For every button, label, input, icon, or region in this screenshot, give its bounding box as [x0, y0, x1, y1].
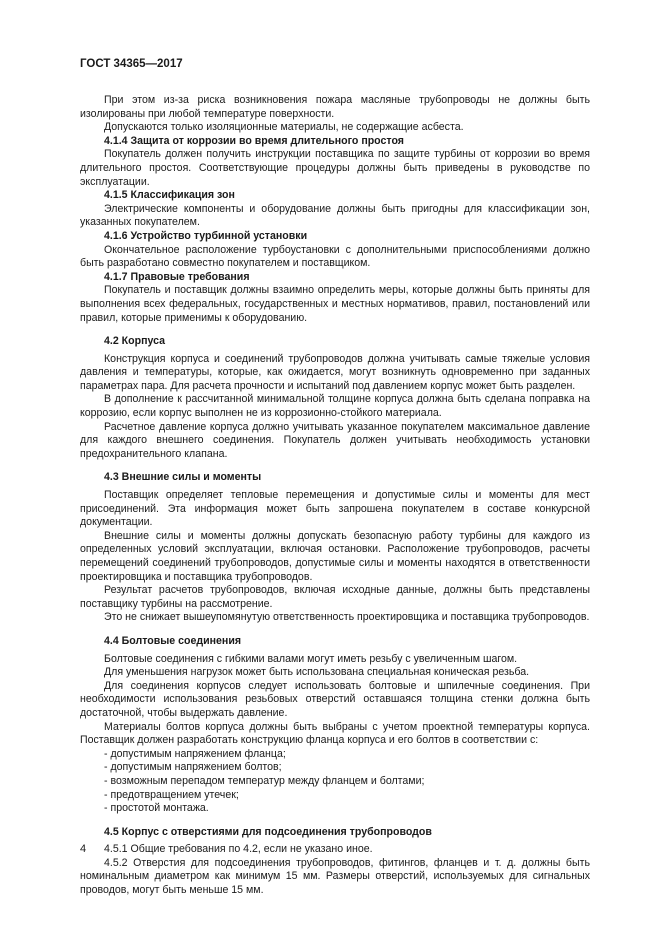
list-item: - допустимым напряжением болтов;: [104, 761, 282, 774]
list-item: - допустимым напряжением фланца;: [104, 747, 286, 760]
section-heading: 4.1.7 Правовые требования: [104, 270, 250, 283]
paragraph: Результат расчетов трубопроводов, включая исходные данные, должны быть представлены поставщику турбины на рассмотрение.: [80, 584, 590, 610]
section-heading: 4.4 Болтовые соединения: [104, 634, 242, 647]
paragraph: Окончательное расположение турбоустановки с дополнительными приспособлениями должно быть разработано совместно покупателем и поставщиком.: [80, 243, 590, 270]
paragraph: Электрические компоненты и оборудование должны быть пригодны для классификации зон, указанных покупателем.: [80, 202, 590, 229]
paragraph: В дополнение к рассчитанной минимальной толщине корпуса должна быть сделана поправка на коррозию, если корпус выполнен не из коррозионно-стойкого материала.: [80, 393, 590, 420]
page-number: 4: [80, 843, 87, 855]
paragraph: При этом из-за риска возникновения пожара масляные трубопроводы не должны быть изолированы при любой температуре поверхности.: [80, 94, 590, 120]
section-heading: 4.1.5 Классификация зон: [104, 189, 235, 202]
paragraph: Болтовые соединения с гибкими валами могут иметь резьбу с увеличенным шагом.: [104, 652, 518, 665]
section-heading: 4.2 Корпуса: [104, 335, 166, 348]
paragraph: Внешние силы и моменты должны допускать безопасную работу турбины для каждого из определенных условий эксплуатации, включая остановки. Расположение трубопроводов, расчеты перемещений соединений трубопроводов, допустимые силы и моменты находятся в ответственности проектировщика и поставщика трубопроводов.: [80, 529, 590, 583]
paragraph: Для уменьшения нагрузок может быть использована специальная коническая резьба.: [104, 666, 530, 679]
section-heading: 4.1.6 Устройство турбинной установки: [104, 229, 308, 242]
paragraph: Покупатель и поставщик должны взаимно определить меры, которые должны быть приняты для выполнения всех федеральных, государственных и местных нормативов, правил, постановлений или правил, которые применимы к оборудованию.: [80, 284, 590, 324]
paragraph: Расчетное давление корпуса должно учитывать указанное покупателем максимальное давление для каждого внешнего соединения. Покупатель должен учитывать необходимость установки предохранительного клапана.: [80, 420, 590, 460]
paragraph: Для соединения корпусов следует использовать болтовые и шпилечные соединения. При необходимости использования резьбовых отверстий оставшаяся толщина стенки должна быть достаточной, чтобы выдержать давление.: [80, 679, 590, 719]
paragraph: 4.5.2 Отверстия для подсоединения трубопроводов, фитингов, фланцев и т. д. должны быть номинальным диаметром как минимум 15 мм. Размеры отверстий, используемых для сигнальных проводов, могут быть меньше 15 мм.: [80, 856, 590, 897]
paragraph: Допускаются только изоляционные материалы, не содержащие асбеста.: [104, 121, 464, 134]
section-heading: 4.5 Корпус с отверстиями для подсоединения трубопроводов: [104, 825, 432, 838]
document-header: ГОСТ 34365—2017: [80, 58, 183, 70]
paragraph: Конструкция корпуса и соединений трубопроводов должна учитывать самые тяжелые условия давления и температуры, которые, как ожидается, могут возникнуть одновременно при заданных параметрах пара. Для расчета прочности и испытаний под давлением корпус может быть разделен.: [80, 352, 590, 392]
list-item: - предотвращением утечек;: [104, 788, 239, 801]
paragraph: Покупатель должен получить инструкции поставщика по защите турбины от коррозии во время длительного простоя. Соответствующие процедуры должны быть приведены в руководстве по эксплуатации.: [80, 148, 590, 188]
list-item: - возможным перепадом температур между фланцем и болтами;: [104, 774, 425, 787]
list-item: - простотой монтажа.: [104, 802, 209, 815]
paragraph: 4.5.1 Общие требования по 4.2, если не указано иное.: [104, 843, 373, 856]
section-heading: 4.1.4 Защита от коррозии во время длительного простоя: [104, 134, 404, 147]
section-heading: 4.3 Внешние силы и моменты: [104, 471, 262, 484]
document-body: [80, 94, 590, 898]
paragraph: Материалы болтов корпуса должны быть выбраны с учетом проектной температуры корпуса. Поставщик должен разработать конструкцию фланца корпуса и его болтов в соответствии с:: [80, 720, 590, 747]
paragraph: Поставщик определяет тепловые перемещения и допустимые силы и моменты для мест присоединений. Эта информация может быть запрошена покупателем в составе конкурсной документации.: [80, 489, 590, 529]
paragraph: Это не снижает вышеупомянутую ответственность проектировщика и поставщика трубопроводов.: [104, 611, 590, 624]
